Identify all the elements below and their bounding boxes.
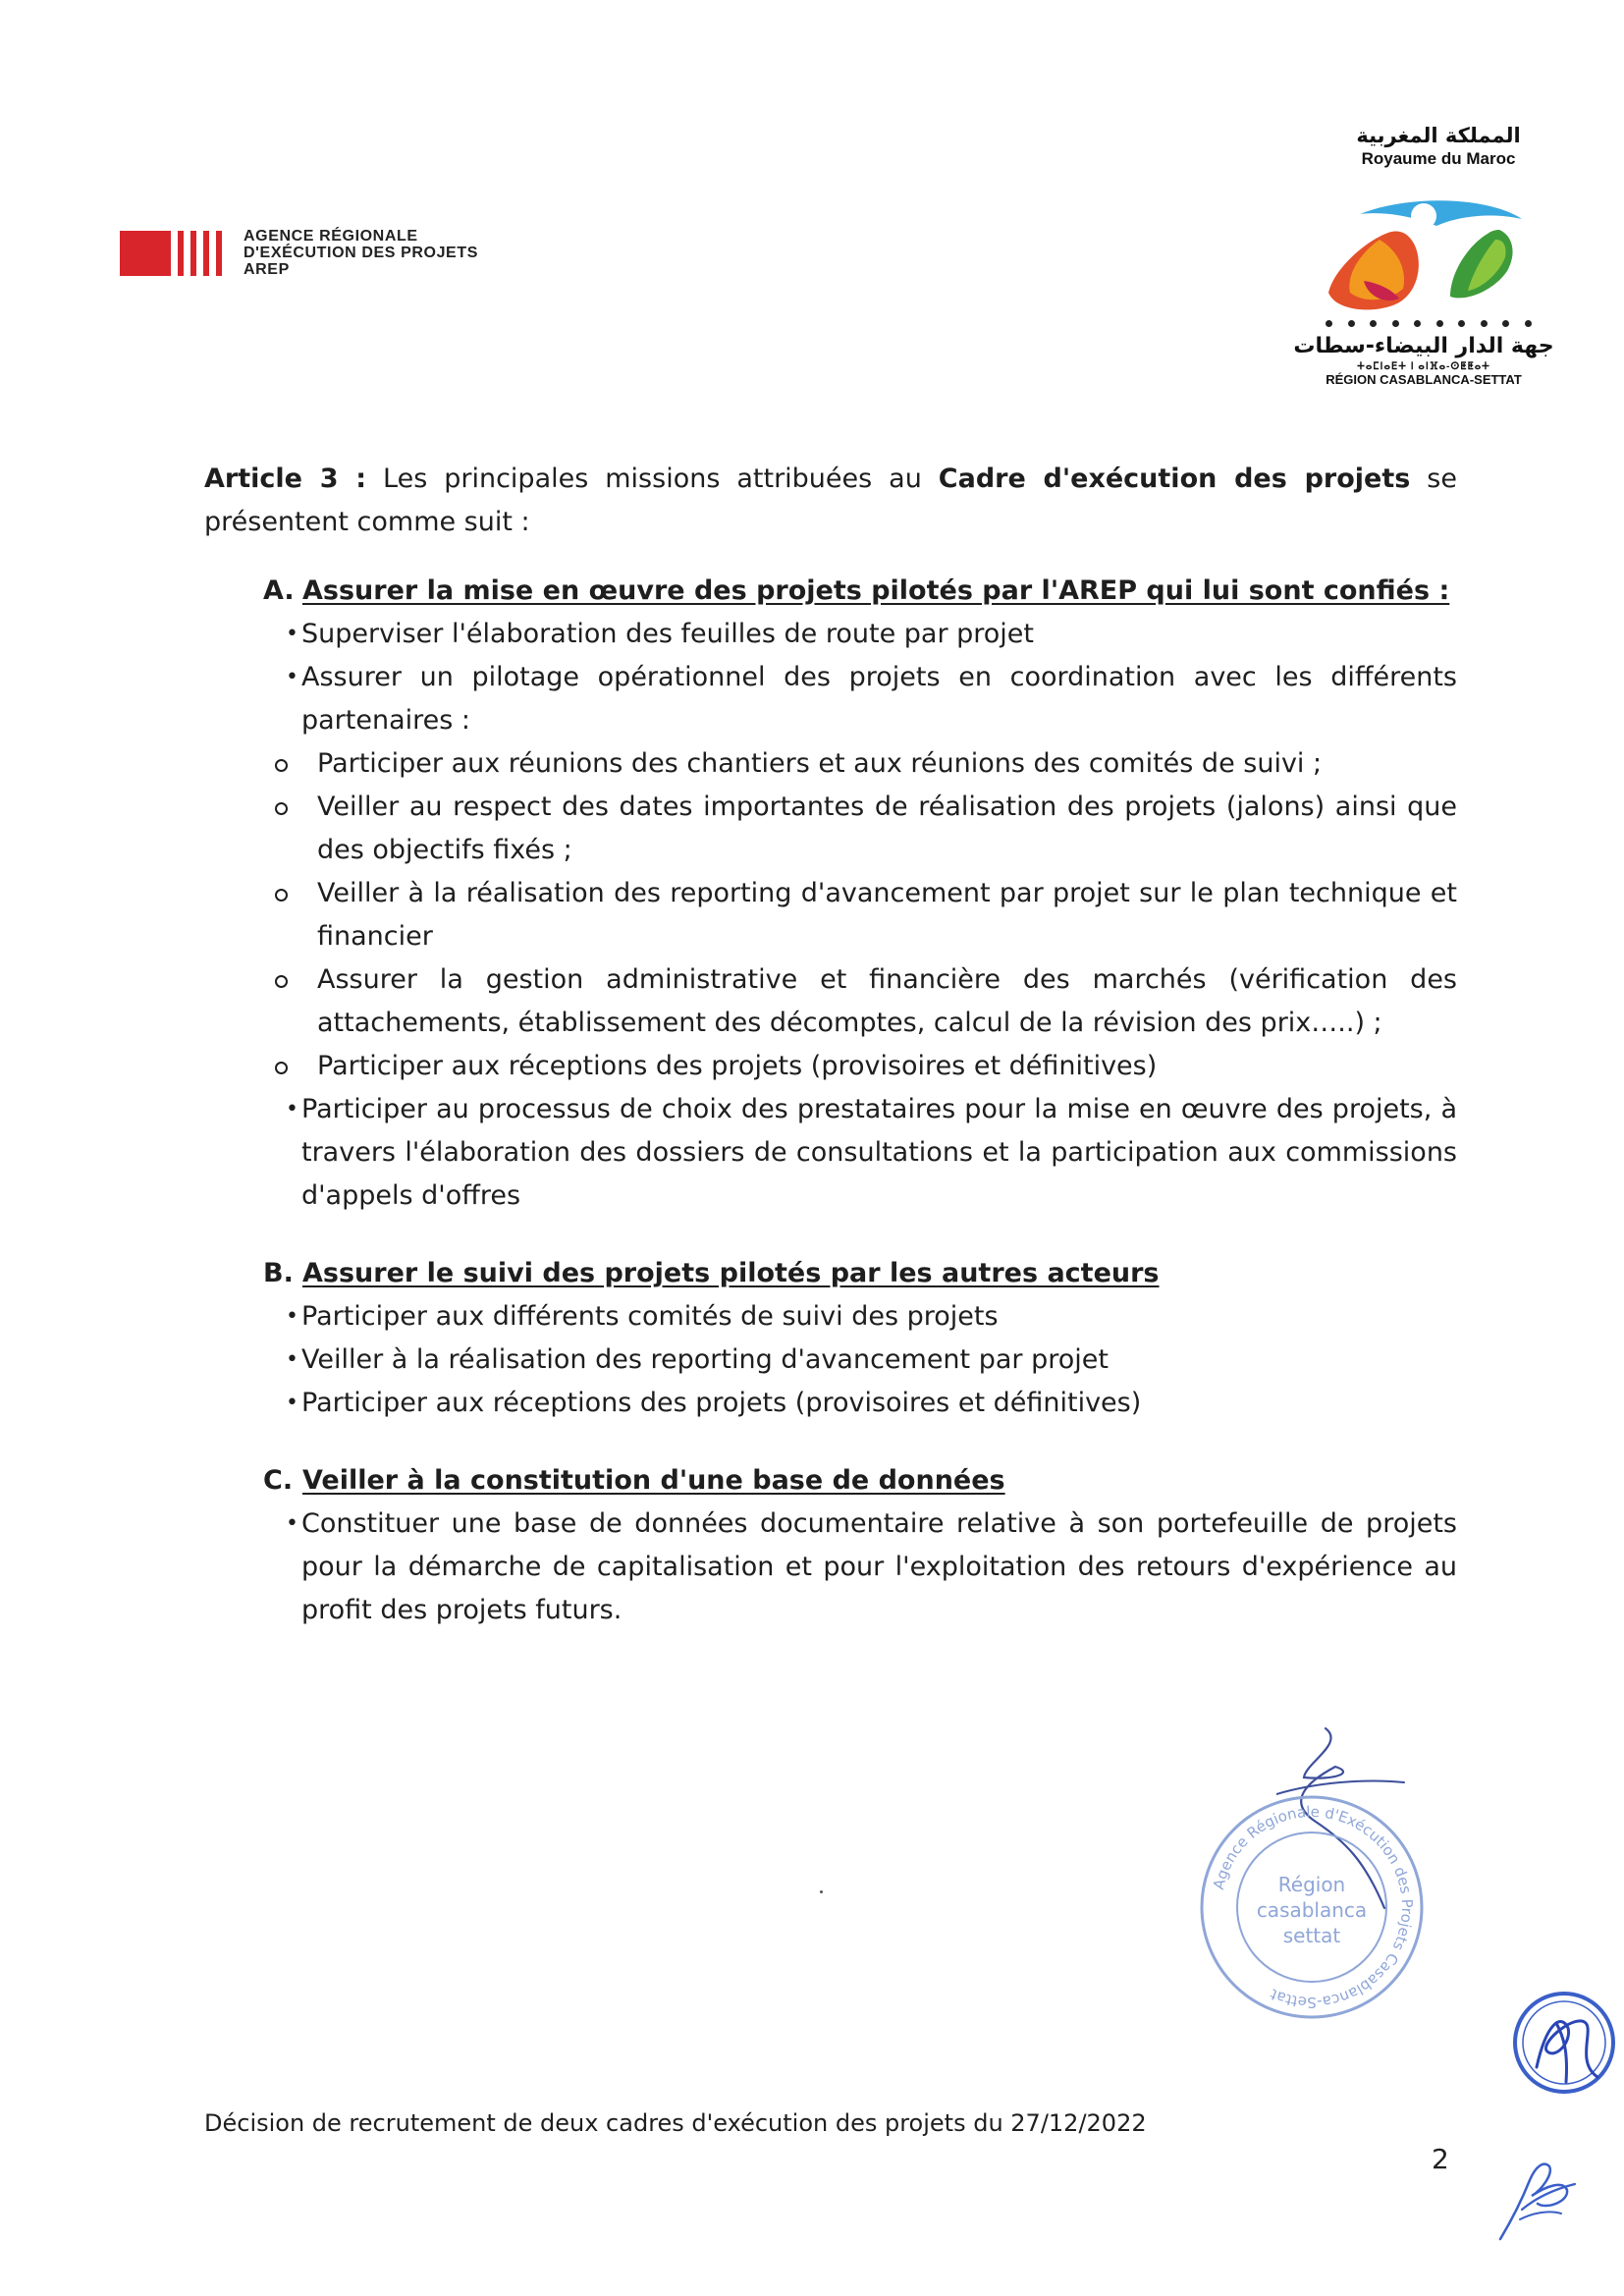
bullet-icon: • (286, 1391, 298, 1415)
arep-logo-line-3: AREP (244, 261, 290, 278)
article-text-after: se présentent comme suit : (204, 464, 1457, 537)
kingdom-french: Royaume du Maroc (1361, 149, 1516, 168)
circle-bullet-icon (275, 742, 317, 786)
footer-text: Décision de recrutement de deux cadres d'exécution des projets du 27/12/2022 (204, 2109, 1147, 2137)
region-casablanca-settat-logo (1321, 194, 1537, 322)
list-item: Assurer la gestion administrative et financière des marchés (vérification des attachements, établissement des décomptes, calcul de la révision des prix…..) ; (275, 958, 1457, 1045)
list-item: • Superviser l'élaboration des feuilles de route par projet (286, 613, 1457, 656)
list-item: • Assurer un pilotage opérationnel des projets en coordination avec les différents partenaires : (286, 656, 1457, 742)
stamp-line-3: settat (1282, 1924, 1341, 1947)
stamp-line-2: casablanca (1256, 1898, 1368, 1922)
list-item: • Participer aux réceptions des projets (provisoires et définitives) (286, 1382, 1457, 1425)
scan-speck (820, 1890, 823, 1893)
list-item: • Constituer une base de données documentaire relative à son portefeuille de projets pour la démarche de capitalisation et pour l'exploitation des retours d'expérience au profit des projets futurs. (286, 1503, 1457, 1632)
region-logo-dots (1326, 320, 1532, 327)
document-body (204, 458, 1457, 1632)
kingdom-heading (1296, 124, 1581, 169)
region-name-tifinagh: ⵜⴰⵎⵏⴰⴹⵜ ⵏ ⴰⵏⴼⴰ-ⵙⵟⵟⴰⵜ (1357, 361, 1490, 372)
region-name-french: RÉGION CASABLANCA-SETTAT (1326, 372, 1522, 387)
section-a (263, 570, 1457, 1218)
blue-initial-stamp (1507, 1984, 1615, 2102)
list-item: • Veiller à la réalisation des reporting d'avancement par projet (286, 1339, 1457, 1382)
arep-logo-text (244, 228, 478, 278)
bullet-icon: • (286, 622, 298, 646)
arep-logo-mark (120, 231, 222, 276)
article-label: Article 3 : (204, 464, 367, 494)
article-3-intro (204, 458, 1457, 544)
list-item: Veiller au respect des dates importantes de réalisation des projets (jalons) ainsi que des objectifs fixés ; (275, 786, 1457, 872)
kingdom-arabic: المملكة المغربية (1356, 124, 1521, 147)
list-item: Participer aux réceptions des projets (provisoires et définitives) (275, 1045, 1457, 1088)
arep-logo-line-2: D'EXÉCUTION DES PROJETS (244, 245, 478, 261)
bullet-icon: • (286, 1347, 298, 1372)
section-b-title: Assurer le suivi des projets pilotés par les autres acteurs (302, 1258, 1160, 1288)
circle-bullet-icon (275, 786, 317, 829)
circle-bullet-icon (275, 958, 317, 1002)
section-a-title: Assurer la mise en œuvre des projets pilotés par l'AREP qui lui sont confiés : (302, 575, 1450, 606)
arep-logo (120, 228, 478, 278)
initials-signature (1492, 2141, 1581, 2249)
circle-bullet-icon (275, 872, 317, 915)
page-number: 2 (1432, 2143, 1449, 2175)
section-b-heading (263, 1252, 1457, 1295)
list-item: • Participer au processus de choix des prestataires pour la mise en œuvre des projets, à travers l'élaboration des dossiers de consultations et la participation aux commissions d'appels d'offres (286, 1088, 1457, 1218)
bullet-icon: • (286, 1097, 298, 1121)
bullet-icon: • (286, 665, 298, 689)
stamp-ring-text: Agence Régionale d'Exécution des Projets Casablanca-Settat (1209, 1802, 1417, 2012)
section-b (263, 1252, 1457, 1425)
arep-logo-line-1: AGENCE RÉGIONALE (244, 228, 418, 245)
bullet-icon: • (286, 1304, 298, 1329)
region-name-arabic: جهة الدار البيضاء-سطات (1293, 334, 1554, 358)
section-c-heading (263, 1459, 1457, 1503)
stamp-line-1: Région (1277, 1873, 1346, 1896)
official-stamp (1194, 1789, 1430, 2025)
list-item: • Participer aux différents comités de suivi des projets (286, 1295, 1457, 1339)
section-b-letter: B. (263, 1258, 294, 1288)
list-item: Veiller à la réalisation des reporting d'avancement par projet sur le plan technique et financier (275, 872, 1457, 958)
section-c-letter: C. (263, 1465, 294, 1496)
article-emphasis: Cadre d'exécution des projets (938, 464, 1411, 494)
article-text-before: Les principales missions attribuées au (366, 464, 939, 494)
section-c-title: Veiller à la constitution d'une base de données (302, 1465, 1005, 1496)
section-c (263, 1459, 1457, 1632)
section-a-heading (263, 570, 1457, 613)
circle-bullet-icon (275, 1045, 317, 1088)
bullet-icon: • (286, 1511, 298, 1536)
section-a-letter: A. (263, 575, 295, 606)
list-item: Participer aux réunions des chantiers et aux réunions des comités de suivi ; (275, 742, 1457, 786)
